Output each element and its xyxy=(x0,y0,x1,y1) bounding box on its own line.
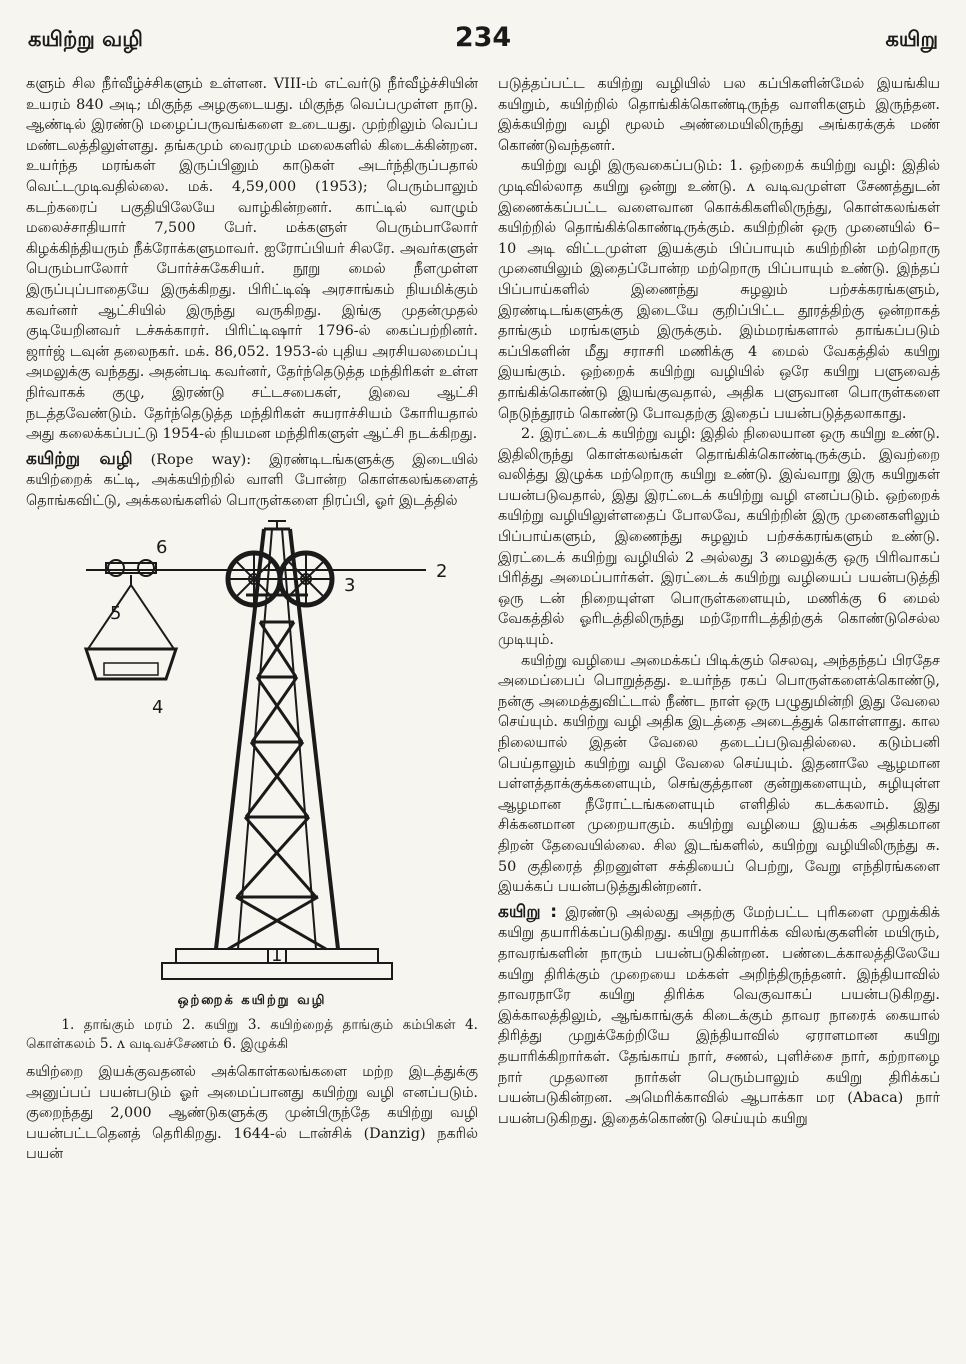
figure-legend: 1. தாங்கும் மரம் 2. கயிறு 3. கயிற்றைத் தாங்கும் கம்பிகள் 4. கொள்கலம் 5. ʌ வடிவச்சேணம் 6. இழுக்கி xyxy=(26,1017,478,1053)
running-head-right: கயிறு xyxy=(885,26,938,51)
paragraph-after-figure: கயிற்றை இயக்குவதனல் அக்கொள்கலங்களை மற்ற இடத்துக்கு அனுப்பப் பயன்படும் ஓர் அமைப்பானது கயிற்று வழி எனப்படும். குறைந்தது 2,000 ஆண்டுகளுக்கு முன்பிருந்தே கயிற்று வழி பயன்பட்டதெனத் தெரிகிறது. 1644-ல் டான்சிக் (Danzig) நகரில் பயன் xyxy=(26,1064,478,1163)
running-head-left: கயிற்று வழி xyxy=(28,26,143,51)
entry-english-term: (Rope way): xyxy=(150,451,252,468)
entry-text: இரண்டிடங்களுக்கு இடையில் கயிற்றைக் கட்டி, அக்கயிற்றில் வாளி போன்ற கொள்கலங்களைத் தொங்கவிட்டு, அக்கலங்களில் பொருள்களை நிரப்பி, ஓர் இடத்தில் xyxy=(26,451,479,509)
entry-text-rope: இரண்டு அல்லது அதற்கு மேற்பட்ட புரிகளை முறுக்கிக் கயிறு தயாரிக்கப்படுகிறது. கயிறு தயாரிக்க விலங்குகளின் மயிரும், தாவரங்களின் நாரும் பயன்படுகின்றன. பண்டைக்காலத்திலேயே கயிறு திரிக்கும் முறையை மக்கள் அறிந்திருந்தனர். இந்தியாவில் தாவரநாரே கயிறு திரிக்க வெகுவாகப் பயன்படுகிறது. இக்காலத்திலும், ஆங்காங்குக் கிடைக்கும் தாவர நாரைக் கையால் திரித்து முறுக்கேற்றியே இந்தியாவில் ஏராளமான கயிறு தயாரிக்கிறார்கள். தேங்காய் நார், சணல், புளிச்சை நார், கற்றாழை நார் முதலான நார்கள் பெரும்பாலும் கயிறு திரிக்கப் பயன்படுகின்றன. அமெரிக்காவில் ஆபாக்கா மர (Abaca) நார் பயன்படுகிறது. இதைக்கொண்டு செய்யும் கயிறு xyxy=(498,904,941,1127)
entry-headword: கயிற்று வழி xyxy=(26,448,133,469)
figure-label-4: 4 xyxy=(152,697,164,719)
rope-way-figure xyxy=(26,517,478,987)
entry-rope xyxy=(498,902,940,1130)
continued-paragraph: களும் சில நீர்வீழ்ச்சிகளும் உள்ளன. VIII-ம் எட்வர்டு நீர்வீழ்ச்சியின் உயரம் 840 அடி; மிகுந்த அழகுடையது. மிகுந்த வெப்பமுள்ள நாடு. ஆண்டில் இரண்டு மழைப்பருவங்களை உடையது. முற்றிலும் வெப்ப மண்டலத்திலுள்ளது. தங்கமும் வைரமும் மலைகளில் கிடைக்கின்றன. உயர்ந்த மரங்கள் இருப்பினும் காடுகள் அடர்ந்திருப்பதால் வெட்டமுடிவதில்லை. மக். 4,59,000 (1953); பெரும்பாலும் கடற்கரைப் பகுதியிலேயே வாழ்கின்றனர். காட்டில் வாழும் மலைச்சாதியார் 7,500 பேர். மக்களுள் பெரும்பாலோர் கிழக்கிந்தியரும் நீக்ரோக்களுமாவர். ஐரோப்பியர் சிலரே. அவர்களுள் பெரும்பாலோர் போர்ச்சுகேசியர். நூறு மைல் நீளமுள்ள இருப்புப்பாதையே இருக்கிறது. பிரிட்டிஷ் அரசாங்கம் நியமிக்கும் கவர்னர் ஆட்சியில் இருந்து வருகிறது. இங்கு முதன்முதல் குடியேறினவர் டச்சுக்காரர். பிரிட்டிஷார் 1796-ல் கைப்பற்றினர். ஜார்ஜ் டவுன் தலைநகர். மக். 86,052. 1953-ல் புதிய அரசியலமைப்பு அமலுக்கு வந்தது. அதன்படி கவர்னர், தேர்ந்தெடுத்த மந்திரிகள் உள்ள நிர்வாகக் குழு, இரண்டு சட்டசபைகள், இவை ஆட்சி நடத்தவேண்டும். தேர்ந்தெடுத்த மந்திரிகள் சுயராச்சியம் கோரியதால் அது கலைக்கப்பட்டு 1954-ல் நியமன மந்திரிகளுள் ஆட்சி நடக்கிறது. xyxy=(26,76,478,443)
paragraph-cost: கயிற்று வழியை அமைக்கப் பிடிக்கும் செலவு, அந்தந்தப் பிரதேச அமைப்பைப் பொறுத்தது. உயர்ந்த ரகப் பொருள்களைக்கொண்டு, நன்கு அமைத்துவிட்டால் நீண்ட நாள் ஒரு பழுதுமின்றி இது வேலை செய்யும். கயிற்று வழி அதிக இடத்தை அடைத்துக் கொள்ளாது. கால நிலையால் இதன் வேலை தடைப்படுவதில்லை. கடும்பனி பெய்தாலும் கயிற்று வழி வேலை செய்யும். இதனாலே ஆழமான பள்ளத்தாக்குக்களையும், செங்குத்தான குன்றுகளையும், சுழியுள்ள ஆழமான நீரோட்டங்களையும் எளிதில் கடக்கலாம். இது சிக்கனமான முறையாகும். கயிற்று வழியை இயக்க அதிகமான திறன் தேவையில்லை. சில இடங்களில், கயிற்று வழியிலிருந்து சு. 50 குதிரைத் திறனுள்ள சக்தியைப் பெற்று, வேறு எந்திரங்களை இயக்கப் பயன்படுத்துகின்றனர். xyxy=(498,652,940,896)
paragraph: படுத்தப்பட்ட கயிற்று வழியில் பல கப்பிகளின்மேல் இயங்கிய கயிறும், கயிற்றில் தொங்கிக்கொண்டிருந்த வாளிகளும் இருந்தன. இக்கயிற்று வழி மூலம் அண்மையிலிருந்து அங்கரக்குக் மண் கொண்டுவந்தனர். xyxy=(498,76,940,154)
figure-label-2: 2 xyxy=(436,561,448,583)
figure-label-5: 5 xyxy=(110,603,122,625)
left-column xyxy=(26,74,478,1165)
paragraph-double-rope: 2. இரட்டைக் கயிற்று வழி: இதில் நிலையான ஒரு கயிறு உண்டு. இதிலிருந்து கொள்கலங்கள் தொங்கிக்கொண்டிருக்கும். இவற்றை வலித்து இழுக்க மற்றொரு கயிறு உண்டு. இவ்வாறு இரு கயிறுகள் பயன்படுவதால், இது இரட்டைக் கயிற்று வழி எனப்படும். ஒற்றைக் கயிற்று வழியிலுள்ளதைப் போலவே, கயிற்றின் இரு முனைகளிலும் பிப்பாய்களும், இணைந்து சுழலும் பற்சக்கரங்களும் உண்டு. இரட்டைக் கயிற்று வழியில் 2 அல்லது 3 மைலுக்கு ஒரு பிரிவாகப் பிரித்து அமைப்பார்கள். இரட்டைக் கயிற்று வழியைப் பயன்படுத்தி ஒரு டன் நிறையுள்ள பொருள்களையும், மணிக்கு 6 மைல் வேகத்தில் ஓரிடத்திலிருந்து மற்றோரிடத்திற்குக் கொண்டுசெல்ல முடியும். xyxy=(498,426,940,649)
entry-headword-rope: கயிறு : xyxy=(498,901,557,922)
running-head xyxy=(28,22,938,60)
entry-rope-way xyxy=(26,449,478,512)
paragraph-single-rope: கயிற்று வழி இருவகைப்படும்: 1. ஒற்றைக் கயிற்று வழி: இதில் முடிவில்லாத கயிறு ஒன்று உண்டு. ʌ வடிவமுள்ள சேணத்துடன் இணைக்கப்பட்ட வளைவான கொக்கிகளிலிருந்து, கொள்கலங்கள் கயிற்றில் தொங்கிக்கொண்டிருக்கும். கயிற்றின் ஒரு முனையில் 6–10 அடி விட்டமுள்ள இயக்கும் பிப்பாயும் கயிற்றின் மற்றொரு முனையிலும் இதைப்போன்ற மற்றொரு பிப்பாயும் உண்டு. இந்தப் பிப்பாய்களில் இணைந்து சுழலும் பற்சக்கரங்களும், இரண்டிடங்களுக்கு இடையே குறிப்பிட்ட தூரத்திற்கு ஒன்றாகத் தாங்கும் மரங்களும் இருக்கும். இம்மரங்களால் தாங்கப்படும் கப்பிகளின் மீது சராசரி மணிக்கு 4 மைல் வேகத்தில் கயிறு இயங்கும். ஒற்றைக் கயிற்று வழியில் ஒரே கயிறு பளுவைத் தாங்கிக்கொண்டு இயங்குவதால், அதிக பளுவான பொருள்களை நெடுந்தூரம் கொண்டு போவதற்கு இதைப் பயன்படுத்தலாகாது. xyxy=(498,158,940,422)
figure-label-1: 1 xyxy=(271,945,283,967)
figure-caption: ஒற்றைக் கயிற்று வழி xyxy=(177,993,327,1009)
page-number: 234 xyxy=(454,22,512,53)
figure-label-3: 3 xyxy=(344,575,356,597)
right-column xyxy=(498,74,940,1129)
figure-label-6: 6 xyxy=(156,537,168,559)
